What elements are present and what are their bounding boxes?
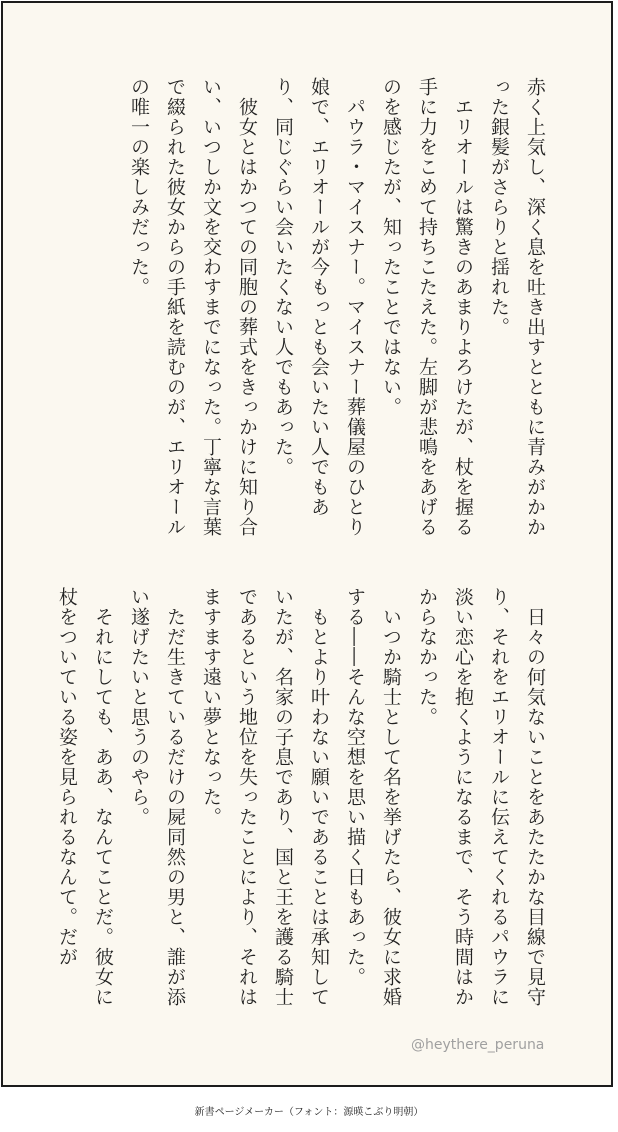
author-watermark: @heythere_peruna [411,1037,545,1053]
page-card [1,1,613,1087]
body-text-lower: 日々の何気ないことをあたたかな目線で見守り、それをエリオールに伝えてくれるパウラに淡い恋心を抱くようになるまで、そう時間はかからなかった。 いつか騎士として名を挙げたら、彼女に求婚する――そんな空想を思い描く日もあった。 もとより叶わない願いであることは承知していたが、名家の子息であり、国と王を護る騎士であるという地位を失ったことにより、それはますます遠い夢となった。 ただ生きているだけの屍同然の男と、誰が添い遂げたいと思うのやら。 それにしても、ああ、なんてことだ。彼女に杖をついている姿を見られるなんて。だが [56,587,546,1007]
body-text-upper: 赤く上気し、深く息を吐き出すとともに青みがかかった銀髪がさらりと揺れた。 エリオールは驚きのあまりよろけたが、杖を握る手に力をこめて持ちこたえた。左脚が悲鳴をあげるのを感じたが、知ったことではない。 パウラ・マイスナー。マイスナー葬儀屋のひとり娘で、エリオールが今もっとも会いたい人でもあり、同じぐらい会いたくない人でもあった。 彼女とはかつての同胞の葬式をきっかけに知り合い、いつしか文を交わすまでになった。丁寧な言葉で綴られた彼女からの手紙を読むのが、エリオールの唯一の楽しみだった。 [128,77,546,537]
footer-credit: 新書ページメーカー（フォント：源暎こぶり明朝） [194,1107,424,1118]
